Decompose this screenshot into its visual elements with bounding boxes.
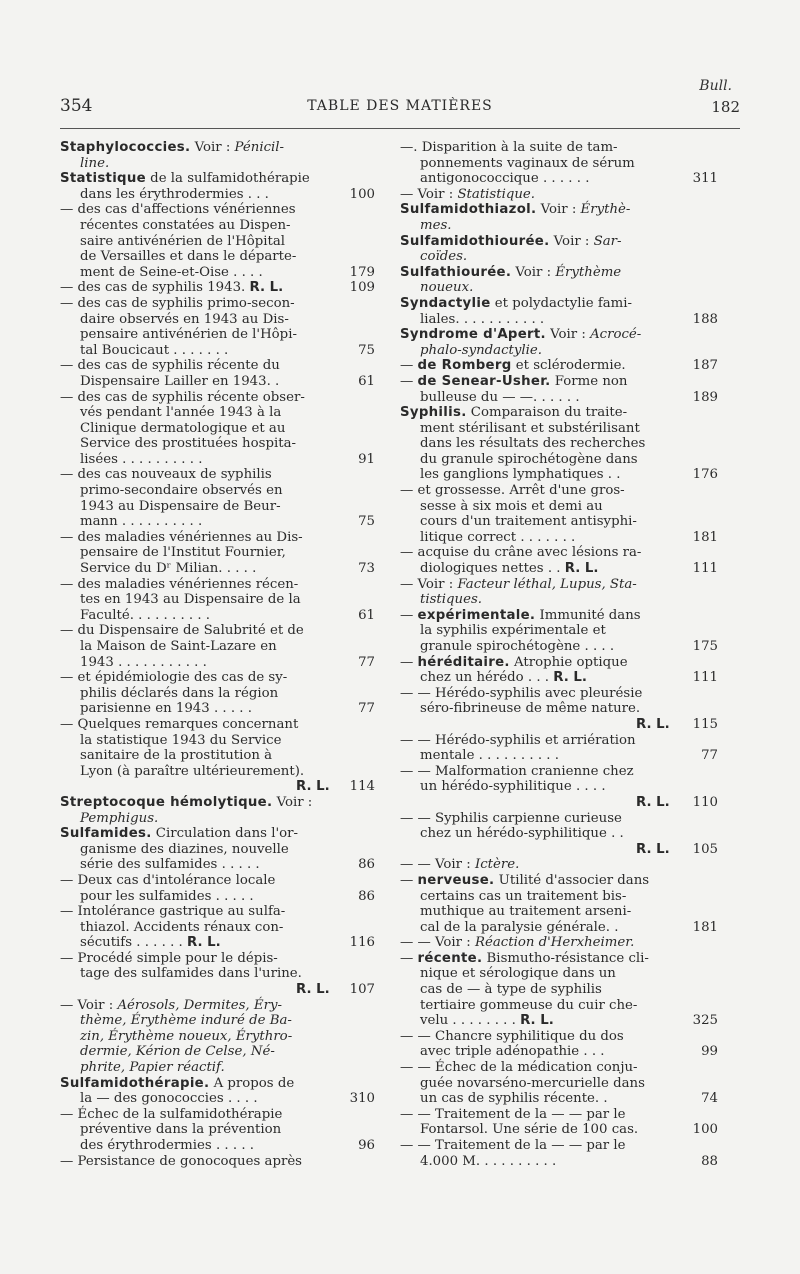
entry-line: — Voir : Statistique. [400, 186, 536, 202]
index-entry [60, 1154, 375, 1170]
entry-page-number: 189 [692, 389, 718, 405]
entry-line: Streptocoque hémolytique. Voir : [60, 794, 313, 810]
index-entry [60, 171, 375, 202]
entry-line: zin, Érythème noueux, Érythro- [80, 1028, 293, 1044]
entry-line: Sulfamidothiazol. Voir : Érythè- [400, 202, 631, 218]
entry-line: la — des gonococcies . . . . [80, 1091, 258, 1107]
entry-page-number: 176 [692, 467, 718, 483]
index-entry [60, 140, 375, 171]
index-entry [60, 717, 375, 795]
entry-line: des érythrodermies . . . . . [80, 1138, 254, 1153]
entry-page-number: 175 [692, 639, 718, 654]
entry-line: Service du Dʳ Milian. . . . . [80, 561, 257, 577]
index-entry [400, 187, 718, 203]
index-entry [400, 951, 718, 1029]
entry-page-number: 86 [358, 857, 375, 873]
entry-line: tal Boucicaut . . . . . . . [80, 342, 229, 358]
entry-line: Clinique dermatologique et au [80, 420, 286, 436]
entry-line: lisées . . . . . . . . . . [80, 451, 203, 467]
index-entry [400, 1029, 718, 1060]
index-entry [60, 623, 375, 670]
entry-line: les ganglions lymphatiques . . [420, 467, 621, 483]
entry-line: — expérimentale. Immunité dans [400, 607, 641, 623]
index-entry [400, 265, 718, 296]
entry-page-number: 88 [701, 1153, 718, 1169]
entry-line: Statistique de la sulfamidothérapie [60, 171, 310, 187]
index-entry [400, 202, 718, 233]
entry-page-number: 77 [358, 701, 375, 717]
entry-line: — Intolérance gastrique au sulfa- [60, 904, 286, 920]
entry-line: — et épidémiologie des cas de sy- [60, 670, 288, 686]
entry-page-number: 91 [358, 451, 375, 467]
entry-page-number: 77 [701, 748, 718, 764]
entry-line: guée novarséno-mercurielle dans [420, 1075, 645, 1091]
entry-line: — — Malformation cranienne chez [400, 763, 634, 779]
index-entry [400, 1060, 718, 1107]
index-entry [400, 296, 718, 327]
entry-line: — — Traitement de la — — par le [400, 1138, 626, 1153]
index-entry [60, 390, 375, 468]
page-header [60, 96, 740, 118]
entry-line: la statistique 1943 du Service [80, 732, 282, 748]
entry-line: sesse à six mois et demi au [420, 498, 603, 514]
entry-line: Lyon (à paraître ultérieurement). [80, 763, 305, 779]
index-entry [400, 140, 718, 187]
entry-line: 1943 au Dispensaire de Beur- [80, 498, 281, 514]
entry-line: tistiques. [420, 592, 483, 608]
page-number: 354 [60, 96, 93, 116]
entry-line: Syndactylie et polydactylie fami- [400, 295, 633, 311]
entry-line: cal de la paralysie générale. . [420, 919, 619, 935]
index-entry [400, 545, 718, 576]
entry-page-number: 111 [692, 561, 718, 577]
entry-line: cours d'un traitement antisyphi- [420, 514, 637, 530]
index-entry [400, 811, 718, 858]
entry-line: Sulfathiourée. Voir : Érythème [400, 264, 622, 280]
index-entry [60, 530, 375, 577]
entry-line: ganisme des diazines, nouvelle [80, 841, 289, 857]
entry-page-number: 115 [692, 716, 718, 732]
entry-line: — des cas nouveaux de syphilis [60, 467, 272, 483]
entry-line: R. L. [636, 716, 670, 732]
entry-line: — Quelques remarques concernant [60, 716, 299, 732]
entry-page-number: 77 [358, 654, 375, 670]
entry-line: Service des prostituées hospita- [80, 436, 296, 452]
entry-line: — — Traitement de la — — par le [400, 1106, 626, 1122]
entry-line: ponnements vaginaux de sérum [420, 155, 635, 171]
entry-line: tes en 1943 au Dispensaire de la [80, 592, 301, 608]
index-entry [400, 873, 718, 935]
entry-line: parisienne en 1943 . . . . . [80, 701, 252, 717]
entry-line: — du Dispensaire de Salubrité et de [60, 623, 304, 639]
entry-page-number: 61 [358, 607, 375, 623]
entry-line: phalo-syndactylie. [420, 342, 542, 358]
entry-line: R. L. [636, 794, 670, 810]
index-entry [60, 795, 375, 826]
index-entry [400, 608, 718, 655]
entry-line: tage des sulfamides dans l'urine. [80, 966, 302, 982]
entry-line: Fontarsol. Une série de 100 cas. [420, 1122, 639, 1138]
index-entry [400, 327, 718, 358]
entry-line: mentale . . . . . . . . . . [420, 748, 559, 764]
entry-page-number: 61 [358, 373, 375, 389]
index-entry [60, 904, 375, 951]
entry-line: pensaire de l'Institut Fournier, [80, 545, 286, 561]
entry-line: — des cas de syphilis récente du [60, 358, 280, 374]
entry-line: — des cas de syphilis primo-secon- [60, 295, 295, 311]
entry-line: ment stérilisant et substérilisant [420, 420, 640, 436]
entry-page-number: 73 [358, 561, 375, 577]
entry-line: du granule spirochétogène dans [420, 451, 638, 467]
entry-page-number: 109 [349, 280, 375, 296]
entry-line: — héréditaire. Atrophie optique [400, 654, 628, 670]
index-entry [60, 202, 375, 280]
entry-line: dermie, Kérion de Celse, Né- [80, 1044, 275, 1060]
entry-line: — des maladies vénériennes récen- [60, 576, 299, 592]
index-entry [60, 1107, 375, 1154]
entry-line: — Procédé simple pour le dépis- [60, 950, 278, 966]
index-entry [60, 296, 375, 358]
entry-line: — et grossesse. Arrêt d'une gros- [400, 483, 625, 499]
entry-line: Staphylococcies. Voir : Pénicil- [60, 140, 285, 155]
entry-line: la syphilis expérimentale et [420, 623, 606, 639]
entry-page-number: 111 [692, 670, 718, 686]
entry-line: —. Disparition à la suite de tam- [400, 140, 618, 155]
left-column [60, 140, 375, 1169]
entry-line: — — Voir : Ictère. [400, 857, 520, 873]
entry-line: — acquise du crâne avec lésions ra- [400, 545, 642, 561]
entry-line: préventive dans la prévention [80, 1122, 282, 1138]
entry-line: diologiques nettes . . R. L. [420, 561, 599, 577]
entry-line: primo-secondaire observés en [80, 483, 283, 499]
entry-page-number: 74 [701, 1091, 718, 1107]
entry-line: R. L. [296, 982, 330, 998]
entry-line: — de Romberg et sclérodermie. [400, 358, 626, 374]
entry-line: Sulfamidothérapie. A propos de [60, 1075, 295, 1091]
entry-line: certains cas un traitement bis- [420, 888, 627, 904]
entry-line: pour les sulfamides . . . . . [80, 888, 254, 904]
entry-line: un cas de syphilis récente. . [420, 1091, 608, 1107]
entry-line: sanitaire de la prostitution à [80, 748, 273, 764]
entry-line: — Voir : Aérosols, Dermites, Éry- [60, 997, 282, 1013]
entry-line: philis déclarés dans la région [80, 685, 279, 701]
entry-page-number: 100 [349, 186, 375, 202]
entry-line: séro-fibrineuse de même nature. [420, 701, 641, 717]
entry-line: — des cas d'affections vénériennes [60, 202, 296, 218]
entry-line: thème, Érythème induré de Ba- [80, 1013, 292, 1029]
header-rule [60, 128, 740, 129]
entry-line: R. L. [296, 779, 330, 795]
entry-line: Pemphigus. [80, 810, 159, 826]
volume-number: 182 [711, 98, 740, 116]
index-entry [60, 577, 375, 624]
entry-line: avec triple adénopathie . . . [420, 1044, 605, 1060]
entry-line: Syphilis. Comparaison du traite- [400, 405, 628, 421]
entry-line: un hérédo-syphilitique . . . . [420, 779, 606, 795]
entry-line: thiazol. Accidents rénaux con- [80, 919, 284, 935]
index-entry [400, 1107, 718, 1138]
entry-page-number: 110 [692, 794, 718, 810]
entry-line: — — Voir : Réaction d'Herxheimer. [400, 935, 635, 951]
index-entry [400, 686, 718, 733]
entry-line: chez un hérédo . . . R. L. [420, 670, 587, 686]
index-entry [400, 935, 718, 951]
entry-page-number: 75 [358, 342, 375, 358]
entry-page-number: 75 [358, 514, 375, 530]
entry-line: tertiaire gommeuse du cuir che- [420, 997, 638, 1013]
entry-line: 4.000 M. . . . . . . . . . [420, 1153, 557, 1169]
entry-line: série des sulfamides . . . . . [80, 857, 260, 873]
entry-line: — de Senear-Usher. Forme non [400, 373, 628, 389]
entry-line: mann . . . . . . . . . . [80, 514, 203, 530]
entry-line: — Voir : Facteur léthal, Lupus, Sta- [400, 576, 637, 592]
entry-page-number: 86 [358, 888, 375, 904]
entry-line: vés pendant l'année 1943 à la [80, 405, 282, 421]
entry-line: — — Syphilis carpienne curieuse [400, 810, 622, 826]
entry-line: sécutifs . . . . . . R. L. [80, 935, 221, 951]
index-entry [60, 951, 375, 998]
entry-line: Sulfamides. Circulation dans l'or- [60, 826, 298, 842]
right-column [400, 140, 718, 1169]
entry-line: cas de — à type de syphilis [420, 982, 602, 998]
entry-line: — récente. Bismutho-résistance cli- [400, 950, 649, 966]
index-entry [60, 1076, 375, 1107]
entry-line: — nerveuse. Utilité d'associer dans [400, 872, 650, 888]
entry-line: dans les érythrodermies . . . [80, 186, 269, 202]
entry-line: — Échec de la sulfamidothérapie [60, 1106, 283, 1122]
entry-line: nique et sérologique dans un [420, 966, 616, 982]
entry-line: Dispensaire Lailler en 1943. . [80, 373, 280, 389]
entry-line: — Deux cas d'intolérance locale [60, 872, 276, 888]
entry-page-number: 96 [358, 1138, 375, 1153]
entry-line: la Maison de Saint-Lazare en [80, 639, 277, 654]
entry-page-number: 116 [349, 935, 375, 951]
entry-page-number: 311 [692, 171, 718, 187]
entry-line: — — Hérédo-syphilis avec pleurésie [400, 685, 643, 701]
entry-page-number: 187 [692, 358, 718, 374]
entry-line: muthique au traitement arseni- [420, 904, 632, 920]
index-entry [400, 857, 718, 873]
entry-line: dans les résultats des recherches [420, 436, 646, 452]
entry-page-number: 105 [692, 841, 718, 857]
entry-line: mes. [420, 217, 452, 233]
entry-line: Faculté. . . . . . . . . . [80, 607, 211, 623]
index-entry [400, 1138, 718, 1169]
running-title: TABLE DES MATIÈRES [307, 98, 493, 114]
entry-line: chez un hérédo-syphilitique . . [420, 826, 624, 842]
entry-page-number: 310 [349, 1091, 375, 1107]
entry-line: litique correct . . . . . . . [420, 529, 576, 545]
index-entry [60, 670, 375, 717]
entry-line: antigonococcique . . . . . . [420, 171, 590, 187]
entry-line: bulleuse du — —. . . . . . [420, 389, 580, 405]
index-entry [60, 467, 375, 529]
entry-page-number: 181 [692, 529, 718, 545]
entry-line: R. L. [636, 841, 670, 857]
entry-line: — des cas de syphilis récente obser- [60, 389, 305, 405]
entry-line: velu . . . . . . . . R. L. [420, 1013, 554, 1029]
entry-line: coïdes. [420, 249, 468, 265]
index-entry [400, 234, 718, 265]
entry-line: daire observés en 1943 au Dis- [80, 311, 289, 327]
entry-line: — Persistance de gonocoques après [60, 1153, 303, 1169]
index-entry [60, 998, 375, 1076]
entry-page-number: 107 [349, 982, 375, 998]
entry-line: granule spirochétogène . . . . [420, 639, 615, 654]
entry-line: Syndrome d'Apert. Voir : Acrocé- [400, 327, 642, 343]
entry-page-number: 188 [692, 311, 718, 327]
index-entry [60, 280, 375, 296]
entry-line: Sulfamidothiourée. Voir : Sar- [400, 233, 622, 249]
index-entry [400, 733, 718, 764]
entry-page-number: 181 [692, 919, 718, 935]
index-entry [400, 655, 718, 686]
entry-line: saire antivénérien de l'Hôpital [80, 233, 286, 249]
entry-line: de Versailles et dans le départe- [80, 249, 297, 265]
entry-line: récentes constatées au Dispen- [80, 217, 291, 233]
entry-line: — — Hérédo-syphilis et arriération [400, 732, 636, 748]
index-entry [400, 374, 718, 405]
corner-annotation: Bull. [699, 78, 732, 94]
entry-line: — — Échec de la médication conju- [400, 1060, 638, 1076]
entry-line: line. [80, 155, 110, 171]
index-entry [60, 826, 375, 873]
entry-page-number: 114 [349, 779, 375, 795]
entry-line: — — Chancre syphilitique du dos [400, 1028, 624, 1044]
entry-line: noueux. [420, 280, 474, 296]
entry-page-number: 99 [701, 1044, 718, 1060]
index-entry [400, 358, 718, 374]
entry-line: pensaire antivénérien de l'Hôpi- [80, 327, 297, 343]
entry-line: liales. . . . . . . . . . . [420, 311, 545, 327]
index-entry [400, 483, 718, 545]
entry-page-number: 325 [692, 1013, 718, 1029]
entry-page-number: 179 [349, 264, 375, 280]
index-entry [60, 358, 375, 389]
entry-line: phrite, Papier réactif. [80, 1060, 225, 1076]
index-entry [60, 873, 375, 904]
entry-page-number: 100 [692, 1122, 718, 1138]
index-entry [400, 764, 718, 811]
entry-line: 1943 . . . . . . . . . . . [80, 654, 207, 670]
index-entry [400, 577, 718, 608]
entry-line: — des maladies vénériennes au Dis- [60, 529, 303, 545]
index-entry [400, 405, 718, 483]
entry-line: ment de Seine-et-Oise . . . . [80, 264, 263, 280]
entry-line: — des cas de syphilis 1943. R. L. [60, 280, 284, 296]
